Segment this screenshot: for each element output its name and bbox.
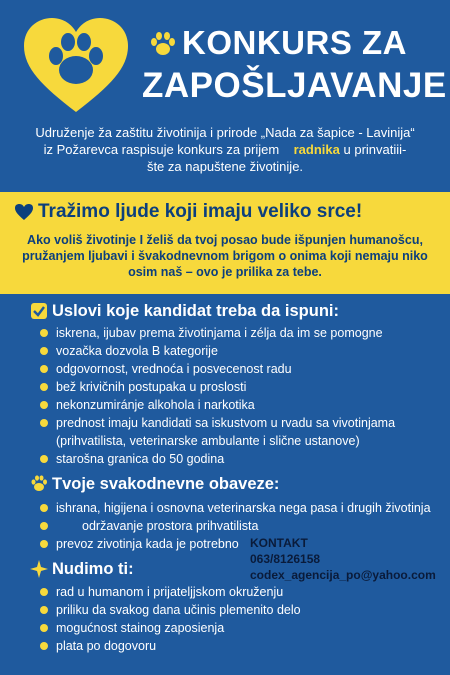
bullet-dot-icon [40,401,48,409]
list-item [36,583,301,601]
bullet-dot-icon [40,455,48,463]
list-item [36,499,431,517]
paw-icon [30,475,48,493]
band-line: osim naš – ovo je prilika za tebe. [128,265,322,279]
list-item-text: starošna granica do 50 godina [56,452,225,466]
contact-email: codex_agencija_po@yahoo.com [250,568,436,582]
list-item-text: vozačka dozvola B kategorije [56,344,218,358]
offer-list [36,583,301,655]
list-item-text: plata po dogovoru [56,639,157,653]
bullet-dot-icon [40,347,48,355]
list-item-text: rad u humanom i prijateljjskom okruženju [56,585,284,599]
list-item-text: prednost imaju kandidati sa iskustvom u rvadu sa vivotinjama [56,416,396,430]
list-item [36,324,395,342]
bullet-dot-icon [40,329,48,337]
list-item [36,396,395,414]
bullet-dot-icon [40,540,48,548]
intro-line [20,141,430,158]
list-item [36,450,395,468]
conditions-heading: Uslovi koje kandidat treba da ispuni: [52,302,339,320]
list-item [36,432,395,450]
list-item-text: bež krivičnih postupaka u proslosti [56,380,247,394]
conditions-list [36,324,395,468]
paw-icon [148,30,178,58]
sparkle-icon [30,560,48,578]
duties-heading: Tvoje svakodnevne obaveze: [52,475,280,493]
list-item-text: prevoz zivotinja kada je potrebno [56,537,239,551]
bullet-dot-icon [40,642,48,650]
bullet-dot-icon [40,606,48,614]
list-item [36,637,301,655]
highlight-word: radnika [293,142,340,157]
heart-paw-icon [22,16,130,116]
checkbox-icon [30,302,48,320]
intro-text [20,124,430,175]
bullet-dot-icon [40,624,48,632]
list-item-text: iskrena, ijubav prema životinjama i zélja da im se pomogne [56,326,383,340]
contact-block [250,535,436,583]
bullet-dot-icon [40,383,48,391]
list-item [36,342,395,360]
bullet-dot-icon [40,419,48,427]
intro-line-part: u prinvatiii- [343,142,407,157]
intro-line-part: iz Požarevca raspisuje konkurs za prijem [43,142,280,157]
heart-icon [14,203,34,221]
contact-label: KONTAKT [250,536,308,550]
contact-phone: 063/8126158 [250,552,321,566]
list-item-text: priliku da svakog dana učinis plemenito delo [56,603,301,617]
list-item [36,378,395,396]
list-item-text: mogućnost stainog zaposienja [56,621,225,635]
band-line: Ako voliš životinje I želiš da tvoj posao bude išpunjen humanošcu, [27,233,423,247]
bullet-dot-icon [40,588,48,596]
list-item [36,414,395,432]
bullet-dot-icon [40,504,48,512]
list-item [36,360,395,378]
list-item [36,619,301,637]
list-item-text: nekonzumiránje alkohola i narkotika [56,398,255,412]
intro-line: Udruženje ža zaštitu životinija i prirode „Nada za šapice - Lavinija“ [35,125,415,140]
list-item-text: odgovornost, vrednoća i posvecenost radu [56,362,292,376]
band-text [18,232,432,280]
list-item [36,517,431,535]
band-line: pružanjem ljubavi i švakodnevnom brigom o onima koji nemaju niko [22,249,428,263]
intro-line: šte za napuštene životinije. [146,159,304,174]
offer-heading: Nudimo ti: [52,560,134,578]
page-title-line2: ZAPOŠLJAVANJE [142,66,447,105]
list-item-text: (prihvatilista, veterinarske ambulante i slične ustanove) [56,434,360,448]
list-item-text: održavanje prostora prihvatilista [82,519,259,533]
bullet-dot-icon [40,365,48,373]
bullet-dot-icon [40,522,48,530]
page-title-line1: KONKURS ZA [182,24,407,61]
list-item-text: ishrana, higijena i osnovna veterinarska nega pasa i drugih životinja [56,501,431,515]
band-heading: Tražimo ljude koji imaju veliko srce! [38,201,363,222]
list-item [36,601,301,619]
